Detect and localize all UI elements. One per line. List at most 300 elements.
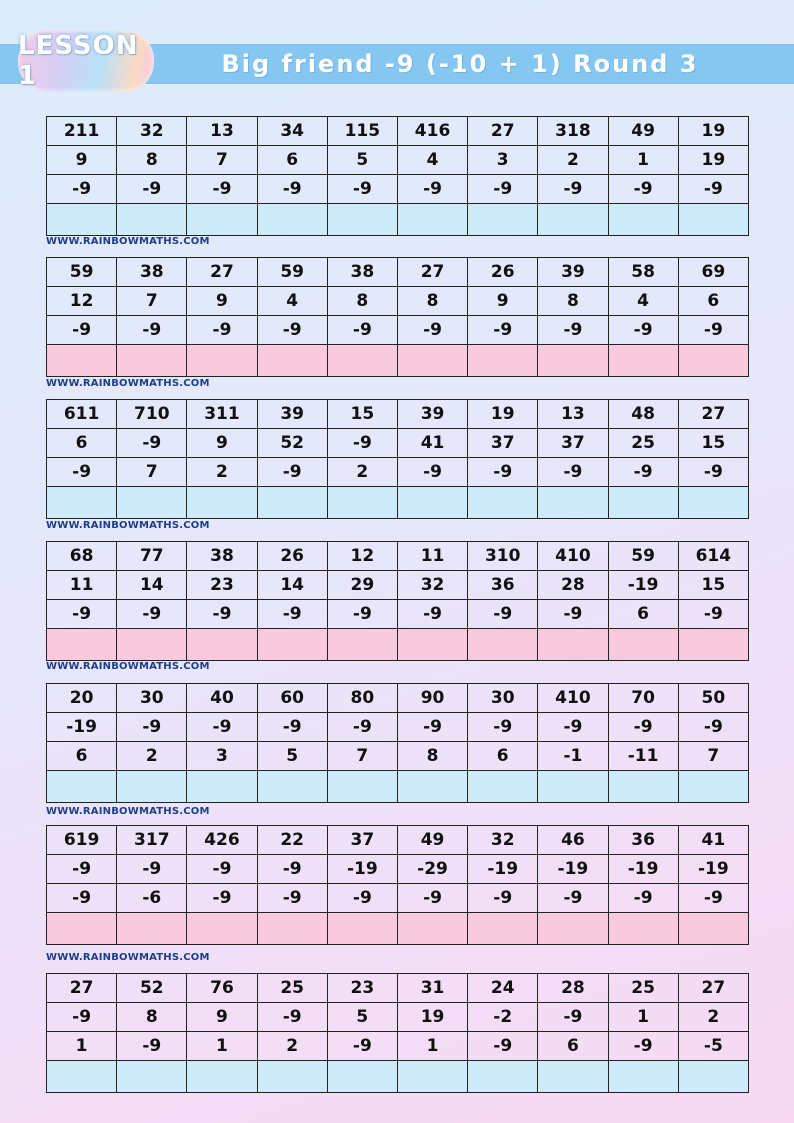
number-cell: 2 bbox=[117, 742, 187, 771]
number-cell: -29 bbox=[397, 855, 467, 884]
website-label: WWW.RAINBOWMATHS.COM bbox=[46, 806, 210, 817]
answer-cell[interactable] bbox=[608, 345, 678, 377]
number-cell: 6 bbox=[257, 146, 327, 175]
number-cell: 32 bbox=[117, 117, 187, 146]
number-cell: -9 bbox=[538, 458, 608, 487]
answer-cell[interactable] bbox=[468, 204, 538, 236]
number-row bbox=[47, 600, 749, 629]
number-cell: 310 bbox=[468, 542, 538, 571]
answer-cell[interactable] bbox=[257, 629, 327, 661]
number-cell: 29 bbox=[327, 571, 397, 600]
number-cell: 7 bbox=[187, 146, 257, 175]
number-row bbox=[47, 117, 749, 146]
answer-cell[interactable] bbox=[538, 913, 608, 945]
number-cell: 1 bbox=[47, 1032, 117, 1061]
number-cell: 23 bbox=[327, 974, 397, 1003]
answer-cell[interactable] bbox=[327, 771, 397, 803]
number-cell: 19 bbox=[397, 1003, 467, 1032]
number-cell: 26 bbox=[468, 258, 538, 287]
number-cell: 25 bbox=[608, 974, 678, 1003]
number-cell: -9 bbox=[608, 458, 678, 487]
number-cell: 12 bbox=[47, 287, 117, 316]
number-cell: 1 bbox=[397, 1032, 467, 1061]
number-cell: -9 bbox=[468, 1032, 538, 1061]
problem-table-5 bbox=[46, 683, 749, 803]
number-cell: 5 bbox=[257, 742, 327, 771]
answer-cell[interactable] bbox=[327, 345, 397, 377]
number-cell: 15 bbox=[678, 571, 748, 600]
answer-cell[interactable] bbox=[47, 771, 117, 803]
answer-cell[interactable] bbox=[397, 487, 467, 519]
answer-row bbox=[47, 204, 749, 236]
answer-cell[interactable] bbox=[397, 629, 467, 661]
answer-cell[interactable] bbox=[538, 629, 608, 661]
number-cell: 1 bbox=[608, 1003, 678, 1032]
website-label: WWW.RAINBOWMATHS.COM bbox=[46, 378, 210, 389]
answer-cell[interactable] bbox=[608, 1061, 678, 1093]
number-cell: 8 bbox=[538, 287, 608, 316]
answer-cell[interactable] bbox=[678, 204, 748, 236]
number-cell: -9 bbox=[538, 600, 608, 629]
number-cell: 13 bbox=[187, 117, 257, 146]
problem-table-4 bbox=[46, 541, 749, 661]
number-row bbox=[47, 684, 749, 713]
number-cell: 410 bbox=[538, 542, 608, 571]
number-cell: -9 bbox=[47, 884, 117, 913]
number-cell: 6 bbox=[47, 742, 117, 771]
number-cell: 80 bbox=[327, 684, 397, 713]
number-cell: 37 bbox=[538, 429, 608, 458]
number-cell: 6 bbox=[538, 1032, 608, 1061]
number-cell: 11 bbox=[47, 571, 117, 600]
number-cell: 426 bbox=[187, 826, 257, 855]
number-cell: -19 bbox=[327, 855, 397, 884]
number-cell: 37 bbox=[468, 429, 538, 458]
number-cell: -9 bbox=[187, 713, 257, 742]
number-cell: -9 bbox=[678, 458, 748, 487]
number-cell: 2 bbox=[538, 146, 608, 175]
number-cell: 77 bbox=[117, 542, 187, 571]
answer-cell[interactable] bbox=[257, 1061, 327, 1093]
number-cell: -9 bbox=[468, 713, 538, 742]
answer-row bbox=[47, 345, 749, 377]
number-cell: 115 bbox=[327, 117, 397, 146]
answer-cell[interactable] bbox=[117, 913, 187, 945]
number-cell: -9 bbox=[257, 1003, 327, 1032]
number-row bbox=[47, 287, 749, 316]
answer-cell[interactable] bbox=[608, 204, 678, 236]
number-cell: 59 bbox=[608, 542, 678, 571]
number-cell: 28 bbox=[538, 571, 608, 600]
number-cell: 46 bbox=[538, 826, 608, 855]
answer-cell[interactable] bbox=[47, 913, 117, 945]
number-cell: -6 bbox=[117, 884, 187, 913]
number-cell: -9 bbox=[117, 316, 187, 345]
answer-cell[interactable] bbox=[47, 1061, 117, 1093]
page-title: Big friend -9 (-10 + 1) Round 3 bbox=[221, 50, 699, 78]
number-cell: 36 bbox=[468, 571, 538, 600]
answer-cell[interactable] bbox=[397, 913, 467, 945]
number-cell: -9 bbox=[678, 884, 748, 913]
number-cell: 8 bbox=[117, 146, 187, 175]
number-cell: 9 bbox=[187, 429, 257, 458]
number-cell: 13 bbox=[538, 400, 608, 429]
number-cell: 49 bbox=[397, 826, 467, 855]
answer-cell[interactable] bbox=[187, 345, 257, 377]
number-cell: 2 bbox=[327, 458, 397, 487]
number-cell: 59 bbox=[257, 258, 327, 287]
number-cell: 8 bbox=[117, 1003, 187, 1032]
number-cell: -9 bbox=[117, 855, 187, 884]
number-cell: -9 bbox=[397, 316, 467, 345]
number-cell: 58 bbox=[608, 258, 678, 287]
number-cell: 614 bbox=[678, 542, 748, 571]
number-cell: -9 bbox=[187, 855, 257, 884]
number-cell: -19 bbox=[538, 855, 608, 884]
number-cell: 9 bbox=[187, 1003, 257, 1032]
number-cell: -9 bbox=[538, 1003, 608, 1032]
answer-cell[interactable] bbox=[117, 487, 187, 519]
number-cell: 32 bbox=[468, 826, 538, 855]
answer-cell[interactable] bbox=[678, 487, 748, 519]
number-cell: 410 bbox=[538, 684, 608, 713]
answer-cell[interactable] bbox=[678, 629, 748, 661]
number-row bbox=[47, 258, 749, 287]
number-cell: 4 bbox=[608, 287, 678, 316]
answer-cell[interactable] bbox=[117, 629, 187, 661]
answer-cell[interactable] bbox=[327, 487, 397, 519]
answer-cell[interactable] bbox=[327, 204, 397, 236]
lesson-badge bbox=[18, 30, 154, 92]
number-cell: -9 bbox=[327, 884, 397, 913]
number-cell: -9 bbox=[257, 713, 327, 742]
number-cell: -9 bbox=[397, 713, 467, 742]
answer-cell[interactable] bbox=[327, 913, 397, 945]
number-cell: 710 bbox=[117, 400, 187, 429]
answer-cell[interactable] bbox=[678, 913, 748, 945]
number-cell: 19 bbox=[468, 400, 538, 429]
number-cell: 90 bbox=[397, 684, 467, 713]
answer-cell[interactable] bbox=[538, 1061, 608, 1093]
number-cell: 50 bbox=[678, 684, 748, 713]
number-cell: -9 bbox=[47, 175, 117, 204]
number-cell: 41 bbox=[678, 826, 748, 855]
number-cell: 38 bbox=[327, 258, 397, 287]
answer-cell[interactable] bbox=[538, 487, 608, 519]
website-label: WWW.RAINBOWMATHS.COM bbox=[46, 661, 210, 672]
answer-cell[interactable] bbox=[327, 1061, 397, 1093]
number-row bbox=[47, 1003, 749, 1032]
answer-cell[interactable] bbox=[397, 1061, 467, 1093]
number-row bbox=[47, 742, 749, 771]
number-cell: -9 bbox=[327, 600, 397, 629]
number-cell: 41 bbox=[397, 429, 467, 458]
answer-cell[interactable] bbox=[608, 487, 678, 519]
answer-cell[interactable] bbox=[117, 345, 187, 377]
number-cell: 3 bbox=[468, 146, 538, 175]
number-cell: 6 bbox=[47, 429, 117, 458]
number-cell: 40 bbox=[187, 684, 257, 713]
number-cell: 39 bbox=[257, 400, 327, 429]
answer-cell[interactable] bbox=[468, 487, 538, 519]
number-cell: -2 bbox=[468, 1003, 538, 1032]
number-cell: -9 bbox=[397, 175, 467, 204]
number-cell: 60 bbox=[257, 684, 327, 713]
number-cell: 7 bbox=[678, 742, 748, 771]
number-cell: 416 bbox=[397, 117, 467, 146]
number-cell: 4 bbox=[257, 287, 327, 316]
number-cell: 39 bbox=[538, 258, 608, 287]
number-cell: 28 bbox=[538, 974, 608, 1003]
number-cell: 7 bbox=[327, 742, 397, 771]
number-cell: -9 bbox=[327, 316, 397, 345]
number-cell: -9 bbox=[468, 884, 538, 913]
number-cell: -9 bbox=[608, 884, 678, 913]
number-cell: -9 bbox=[538, 884, 608, 913]
number-cell: 24 bbox=[468, 974, 538, 1003]
number-cell: 6 bbox=[608, 600, 678, 629]
answer-row bbox=[47, 771, 749, 803]
number-cell: -9 bbox=[538, 175, 608, 204]
number-cell: 22 bbox=[257, 826, 327, 855]
number-cell: 311 bbox=[187, 400, 257, 429]
number-cell: 2 bbox=[678, 1003, 748, 1032]
answer-cell[interactable] bbox=[397, 204, 467, 236]
answer-cell[interactable] bbox=[397, 345, 467, 377]
number-cell: -9 bbox=[187, 175, 257, 204]
number-cell: 2 bbox=[187, 458, 257, 487]
number-cell: 14 bbox=[257, 571, 327, 600]
number-cell: 5 bbox=[327, 1003, 397, 1032]
answer-cell[interactable] bbox=[608, 913, 678, 945]
number-cell: 20 bbox=[47, 684, 117, 713]
website-label: WWW.RAINBOWMATHS.COM bbox=[46, 236, 210, 247]
number-cell: 317 bbox=[117, 826, 187, 855]
number-cell: 52 bbox=[117, 974, 187, 1003]
answer-cell[interactable] bbox=[397, 771, 467, 803]
number-row bbox=[47, 571, 749, 600]
number-cell: -19 bbox=[468, 855, 538, 884]
number-cell: -9 bbox=[538, 316, 608, 345]
number-row bbox=[47, 826, 749, 855]
number-row bbox=[47, 884, 749, 913]
number-row bbox=[47, 1032, 749, 1061]
number-cell: -9 bbox=[327, 175, 397, 204]
number-cell: 34 bbox=[257, 117, 327, 146]
number-cell: 7 bbox=[117, 458, 187, 487]
number-cell: 30 bbox=[117, 684, 187, 713]
answer-cell[interactable] bbox=[468, 771, 538, 803]
answer-cell[interactable] bbox=[187, 629, 257, 661]
number-cell: -9 bbox=[47, 600, 117, 629]
problem-table-1 bbox=[46, 116, 749, 236]
website-label: WWW.RAINBOWMATHS.COM bbox=[46, 520, 210, 531]
answer-cell[interactable] bbox=[678, 771, 748, 803]
number-cell: 36 bbox=[608, 826, 678, 855]
number-row bbox=[47, 713, 749, 742]
problem-table-6 bbox=[46, 825, 749, 945]
number-cell: -9 bbox=[678, 316, 748, 345]
number-cell: 38 bbox=[117, 258, 187, 287]
number-cell: 59 bbox=[47, 258, 117, 287]
number-cell: -9 bbox=[117, 429, 187, 458]
answer-cell[interactable] bbox=[608, 771, 678, 803]
number-cell: -9 bbox=[47, 458, 117, 487]
number-cell: 27 bbox=[187, 258, 257, 287]
lesson-badge-label: LESSON 1 bbox=[18, 31, 139, 91]
number-cell: -9 bbox=[327, 713, 397, 742]
number-cell: 76 bbox=[187, 974, 257, 1003]
number-cell: 2 bbox=[257, 1032, 327, 1061]
number-cell: 211 bbox=[47, 117, 117, 146]
number-cell: -9 bbox=[397, 458, 467, 487]
number-cell: 15 bbox=[327, 400, 397, 429]
answer-cell[interactable] bbox=[187, 913, 257, 945]
number-cell: 11 bbox=[397, 542, 467, 571]
answer-cell[interactable] bbox=[468, 345, 538, 377]
number-cell: 5 bbox=[327, 146, 397, 175]
number-cell: -19 bbox=[47, 713, 117, 742]
number-row bbox=[47, 175, 749, 204]
number-cell: 318 bbox=[538, 117, 608, 146]
number-cell: 619 bbox=[47, 826, 117, 855]
answer-cell[interactable] bbox=[257, 487, 327, 519]
answer-cell[interactable] bbox=[187, 1061, 257, 1093]
problem-table-2 bbox=[46, 257, 749, 377]
number-cell: 19 bbox=[678, 146, 748, 175]
answer-cell[interactable] bbox=[468, 1061, 538, 1093]
number-cell: 19 bbox=[678, 117, 748, 146]
number-cell: 68 bbox=[47, 542, 117, 571]
answer-cell[interactable] bbox=[117, 204, 187, 236]
number-row bbox=[47, 400, 749, 429]
answer-cell[interactable] bbox=[257, 345, 327, 377]
number-cell: 14 bbox=[117, 571, 187, 600]
number-cell: -9 bbox=[678, 600, 748, 629]
number-cell: -9 bbox=[327, 1032, 397, 1061]
answer-cell[interactable] bbox=[117, 1061, 187, 1093]
number-cell: -9 bbox=[608, 1032, 678, 1061]
number-cell: 27 bbox=[678, 400, 748, 429]
answer-cell[interactable] bbox=[678, 1061, 748, 1093]
answer-cell[interactable] bbox=[187, 771, 257, 803]
number-cell: 48 bbox=[608, 400, 678, 429]
number-cell: 37 bbox=[327, 826, 397, 855]
answer-cell[interactable] bbox=[187, 487, 257, 519]
answer-cell[interactable] bbox=[468, 629, 538, 661]
number-cell: -9 bbox=[257, 458, 327, 487]
number-cell: 39 bbox=[397, 400, 467, 429]
answer-cell[interactable] bbox=[538, 345, 608, 377]
number-cell: 23 bbox=[187, 571, 257, 600]
number-row bbox=[47, 855, 749, 884]
number-row bbox=[47, 542, 749, 571]
answer-cell[interactable] bbox=[538, 204, 608, 236]
number-cell: -9 bbox=[257, 316, 327, 345]
answer-cell[interactable] bbox=[47, 487, 117, 519]
number-cell: 27 bbox=[397, 258, 467, 287]
number-cell: -19 bbox=[678, 855, 748, 884]
number-cell: -9 bbox=[397, 884, 467, 913]
number-cell: -1 bbox=[538, 742, 608, 771]
answer-row bbox=[47, 487, 749, 519]
number-cell: 8 bbox=[397, 287, 467, 316]
number-cell: 25 bbox=[257, 974, 327, 1003]
number-cell: -9 bbox=[257, 855, 327, 884]
number-cell: 25 bbox=[608, 429, 678, 458]
answer-cell[interactable] bbox=[257, 204, 327, 236]
answer-cell[interactable] bbox=[257, 913, 327, 945]
number-cell: -9 bbox=[468, 600, 538, 629]
number-cell: -9 bbox=[468, 316, 538, 345]
website-label: WWW.RAINBOWMATHS.COM bbox=[46, 952, 210, 963]
number-cell: -9 bbox=[117, 713, 187, 742]
number-cell: -9 bbox=[608, 713, 678, 742]
number-cell: -9 bbox=[47, 855, 117, 884]
number-cell: 6 bbox=[468, 742, 538, 771]
number-cell: 1 bbox=[608, 146, 678, 175]
number-cell: -9 bbox=[608, 175, 678, 204]
answer-row bbox=[47, 1061, 749, 1093]
answer-cell[interactable] bbox=[47, 629, 117, 661]
number-cell: 26 bbox=[257, 542, 327, 571]
number-cell: 38 bbox=[187, 542, 257, 571]
number-cell: -9 bbox=[608, 316, 678, 345]
number-cell: 3 bbox=[187, 742, 257, 771]
number-cell: 69 bbox=[678, 258, 748, 287]
number-cell: -9 bbox=[187, 884, 257, 913]
answer-cell[interactable] bbox=[47, 204, 117, 236]
answer-cell[interactable] bbox=[538, 771, 608, 803]
number-cell: 52 bbox=[257, 429, 327, 458]
number-cell: -9 bbox=[538, 713, 608, 742]
answer-cell[interactable] bbox=[468, 913, 538, 945]
number-cell: 611 bbox=[47, 400, 117, 429]
number-cell: -9 bbox=[327, 429, 397, 458]
number-cell: -9 bbox=[187, 600, 257, 629]
number-cell: -9 bbox=[397, 600, 467, 629]
answer-cell[interactable] bbox=[187, 204, 257, 236]
number-cell: 31 bbox=[397, 974, 467, 1003]
number-cell: -9 bbox=[678, 713, 748, 742]
number-cell: 27 bbox=[47, 974, 117, 1003]
number-cell: -19 bbox=[608, 855, 678, 884]
number-cell: -9 bbox=[468, 458, 538, 487]
answer-cell[interactable] bbox=[47, 345, 117, 377]
number-cell: 30 bbox=[468, 684, 538, 713]
number-cell: -11 bbox=[608, 742, 678, 771]
number-cell: 4 bbox=[397, 146, 467, 175]
answer-cell[interactable] bbox=[117, 771, 187, 803]
answer-cell[interactable] bbox=[327, 629, 397, 661]
number-cell: 12 bbox=[327, 542, 397, 571]
number-cell: -9 bbox=[468, 175, 538, 204]
answer-row bbox=[47, 629, 749, 661]
answer-cell[interactable] bbox=[608, 629, 678, 661]
number-cell: -9 bbox=[257, 600, 327, 629]
number-cell: 32 bbox=[397, 571, 467, 600]
number-row bbox=[47, 974, 749, 1003]
answer-cell[interactable] bbox=[257, 771, 327, 803]
answer-cell[interactable] bbox=[678, 345, 748, 377]
number-cell: 9 bbox=[468, 287, 538, 316]
number-cell: -9 bbox=[678, 175, 748, 204]
number-row bbox=[47, 316, 749, 345]
number-row bbox=[47, 429, 749, 458]
number-cell: -9 bbox=[187, 316, 257, 345]
number-cell: 8 bbox=[397, 742, 467, 771]
problem-table-3 bbox=[46, 399, 749, 519]
